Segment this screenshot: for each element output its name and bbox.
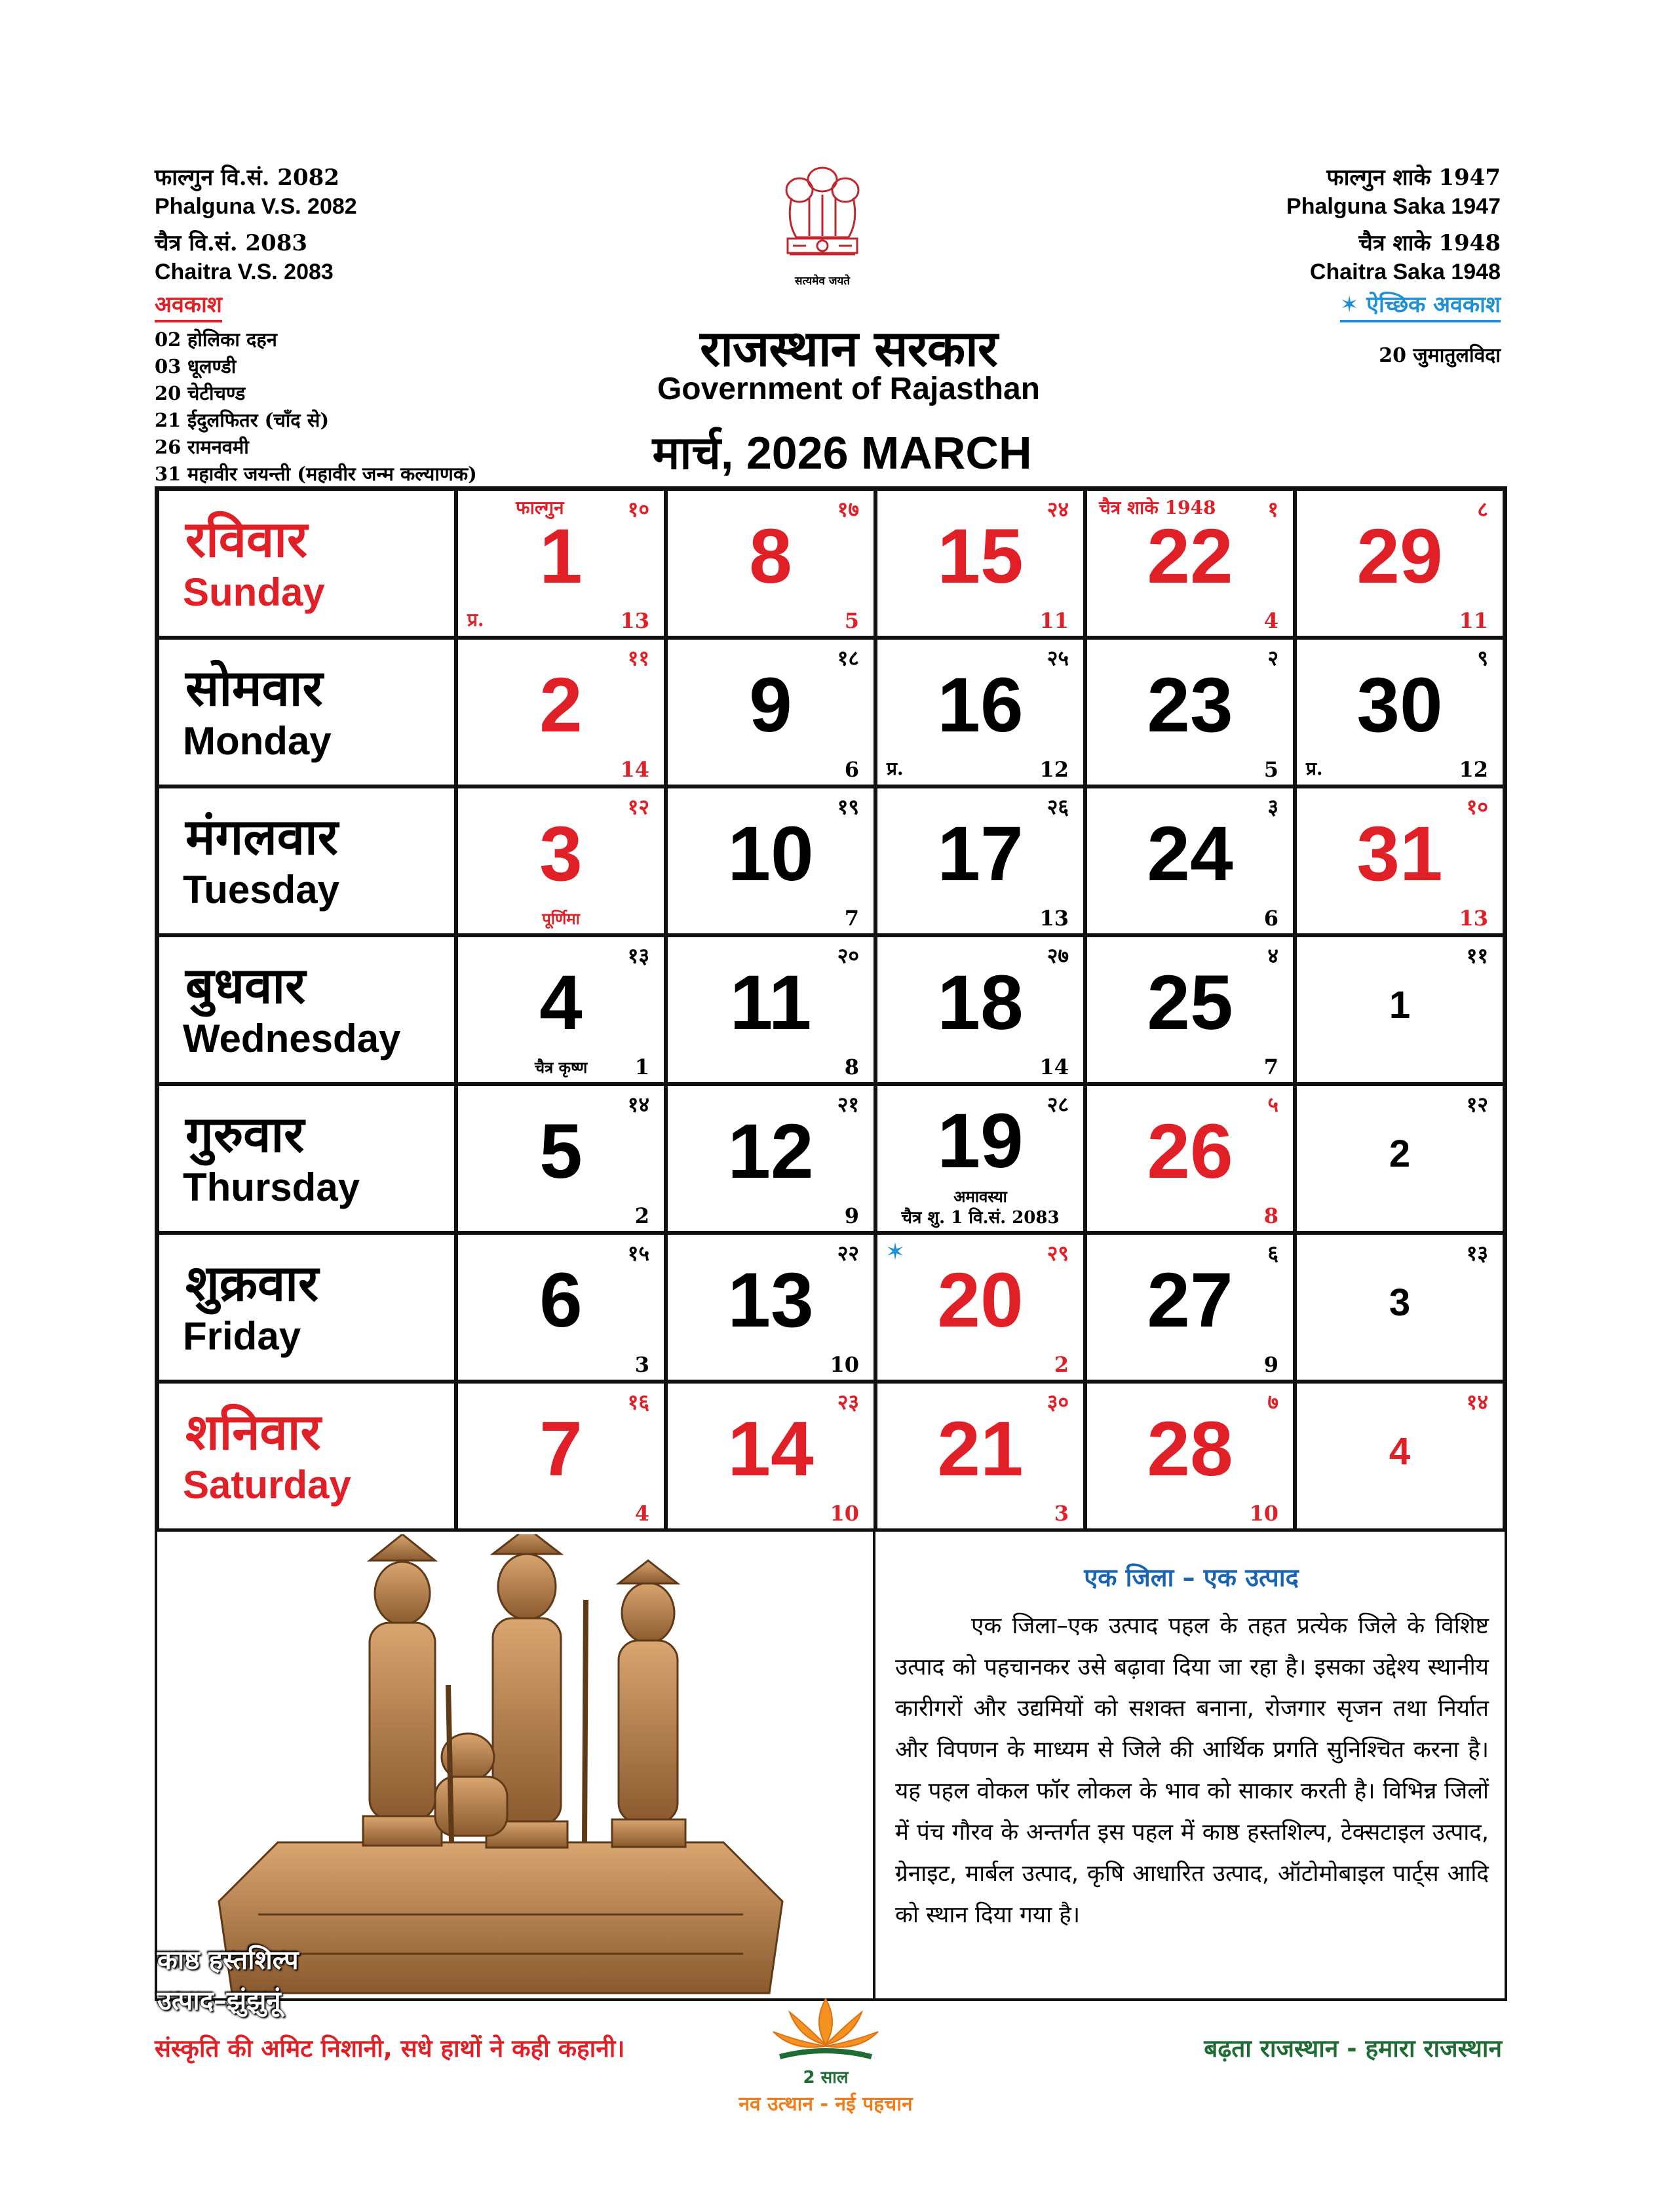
paksha-note: प्र. bbox=[887, 758, 904, 779]
date-number: 28 bbox=[1147, 1406, 1233, 1492]
lunar-day: 11 bbox=[1039, 608, 1069, 633]
date-number: 22 bbox=[1147, 513, 1233, 600]
date-number: 18 bbox=[937, 960, 1024, 1046]
next-month-date: 4 bbox=[1389, 1430, 1411, 1473]
holiday-name: महावीर जयन्ती (महावीर जन्म कल्याणक) bbox=[187, 463, 477, 485]
lunar-day: 11 bbox=[1459, 608, 1488, 633]
phalguna-vs-hindi: फाल्गुन वि.सं. 2082 bbox=[155, 165, 339, 191]
date-cell bbox=[456, 638, 666, 786]
day-name-english: Sunday bbox=[183, 570, 325, 614]
tithi-note: चैत्र कृष्ण bbox=[534, 1058, 588, 1077]
date-cell bbox=[875, 935, 1085, 1084]
date-cell bbox=[666, 1233, 875, 1382]
next-month-date: 1 bbox=[1389, 984, 1411, 1026]
star-icon: ✶ bbox=[1339, 292, 1367, 318]
day-name-hindi: मंगलवार bbox=[185, 807, 338, 866]
date-number: 14 bbox=[727, 1406, 814, 1492]
date-number: 26 bbox=[1147, 1108, 1233, 1195]
tithi-number: २० bbox=[837, 943, 859, 968]
title-hindi: राजस्थान सरकार bbox=[700, 319, 997, 378]
date-number: 27 bbox=[1147, 1257, 1233, 1344]
tithi-number: १० bbox=[1466, 794, 1488, 819]
tithi-number: २३ bbox=[837, 1389, 859, 1414]
chaitra-vs-english: Chaitra V.S. 2083 bbox=[155, 260, 334, 284]
tithi-number: २ bbox=[1267, 646, 1278, 670]
date-number: 1 bbox=[539, 513, 583, 600]
date-number: 7 bbox=[539, 1406, 583, 1492]
date-number: 5 bbox=[539, 1108, 583, 1195]
next-month-date: 2 bbox=[1389, 1133, 1411, 1175]
date-number: 9 bbox=[749, 662, 792, 748]
lunar-day: 10 bbox=[830, 1352, 859, 1377]
lunar-day: 5 bbox=[844, 608, 859, 633]
date-number: 4 bbox=[539, 960, 583, 1046]
day-name-english: Thursday bbox=[183, 1165, 360, 1209]
date-cell bbox=[1085, 1084, 1295, 1233]
day-name-cell bbox=[157, 638, 456, 786]
phalguna-vs-english: Phalguna V.S. 2082 bbox=[155, 194, 357, 219]
holiday-name: धूलण्डी bbox=[187, 355, 237, 378]
footer-tagline-left: संस्कृति की अमिट निशानी, सधे हाथों ने कही कहानी। bbox=[155, 2034, 625, 2063]
date-cell bbox=[1085, 786, 1295, 935]
tithi-number: १४ bbox=[1466, 1389, 1488, 1414]
lunar-day: 14 bbox=[620, 757, 649, 782]
date-number: 23 bbox=[1147, 662, 1233, 748]
day-name-hindi: सोमवार bbox=[185, 659, 323, 717]
next-month-date: 3 bbox=[1389, 1281, 1411, 1324]
date-cell bbox=[666, 489, 875, 638]
bottom-panel-divider bbox=[873, 1529, 875, 2001]
date-cell bbox=[1295, 1233, 1505, 1382]
date-number: 24 bbox=[1147, 811, 1233, 897]
lunar-day: 10 bbox=[830, 1501, 859, 1526]
date-cell bbox=[1295, 1084, 1505, 1233]
date-cell bbox=[1295, 786, 1505, 935]
tithi-number: २८ bbox=[1047, 1092, 1069, 1117]
logo-years: 2 साल bbox=[803, 2068, 849, 2087]
lunar-day: 10 bbox=[1249, 1501, 1278, 1526]
info-body: एक जिला–एक उत्पाद पहल के तहत प्रत्येक जिले के विशिष्ट उत्पाद को पहचानकर उसे बढ़ावा दिया जा रहा है। इसका उद्देश्य स्थानीय कारीगरों और उद्यमियों को सशक्त बनाना, रोजगार सृजन तथा निर्यात और विपणन के माध्यम से जिले की आर्थिक प्रगति सुनिश्चित करना है। यह पहल वोकल फॉर लोकल के भाव को साकार करती है। विभिन्न जिलों में पंच गौरव के अन्तर्गत इस पहल में काष्ठ हस्तशिल्प, टेक्सटाइल उत्पाद, ग्रेनाइट, मार्बल उत्पाद, कृषि आधारित उत्पाद, ऑटोमोबाइल पार्ट्स आदि को स्थान दिया गया है। bbox=[895, 1613, 1489, 1928]
date-cell bbox=[456, 935, 666, 1084]
tithi-number: २४ bbox=[1047, 497, 1069, 522]
date-cell bbox=[456, 786, 666, 935]
date-number: 13 bbox=[727, 1257, 814, 1344]
holidays-title: अवकाश bbox=[155, 288, 222, 322]
date-cell bbox=[1295, 638, 1505, 786]
lunar-day: 6 bbox=[844, 757, 859, 782]
tithi-number: ७ bbox=[1267, 1389, 1278, 1414]
date-cell bbox=[1295, 935, 1505, 1084]
lunar-day: 13 bbox=[620, 608, 649, 633]
date-cell bbox=[1085, 638, 1295, 786]
day-name-cell bbox=[157, 489, 456, 638]
day-name-english: Tuesday bbox=[183, 868, 339, 912]
day-name-cell bbox=[157, 935, 456, 1084]
date-cell bbox=[1085, 1382, 1295, 1530]
date-cell bbox=[456, 489, 666, 638]
date-number: 10 bbox=[727, 811, 814, 897]
tithi-number: ११ bbox=[1466, 943, 1488, 968]
tithi-number: १७ bbox=[837, 497, 859, 522]
date-number: 2 bbox=[539, 662, 583, 748]
tithi-number: १८ bbox=[837, 646, 859, 670]
tithi-number: २७ bbox=[1047, 943, 1069, 968]
lunar-day: 12 bbox=[1459, 757, 1488, 782]
date-cell bbox=[666, 1084, 875, 1233]
lunar-day: 3 bbox=[1054, 1501, 1069, 1526]
phalguna-saka-hindi: फाल्गुन शाके 1947 bbox=[1326, 165, 1501, 191]
holiday-date: 26 bbox=[155, 436, 182, 458]
tithi-number: १३ bbox=[1466, 1241, 1488, 1266]
craft-caption: काष्ठ हस्तशिल्प उत्पाद–झुंझुनूं bbox=[157, 1945, 299, 2016]
holiday-date: 20 bbox=[155, 382, 182, 404]
month-start-note: फाल्गुन bbox=[516, 497, 564, 518]
holiday-date: 02 bbox=[155, 328, 182, 351]
tithi-number: २५ bbox=[1047, 646, 1069, 670]
info-title: एक जिला – एक उत्पाद bbox=[1084, 1563, 1299, 1592]
holiday-name: ईदुलफितर (चाँद से) bbox=[187, 409, 330, 431]
date-cell bbox=[875, 786, 1085, 935]
date-cell bbox=[456, 1382, 666, 1530]
day-name-hindi: बुधवार bbox=[185, 956, 306, 1015]
tithi-number: २१ bbox=[837, 1092, 859, 1117]
lunar-day: 12 bbox=[1039, 757, 1069, 782]
date-cell bbox=[666, 786, 875, 935]
day-name-cell bbox=[157, 1382, 456, 1530]
holiday-date: 03 bbox=[155, 355, 182, 378]
day-name-cell bbox=[157, 1233, 456, 1382]
lunar-day: 2 bbox=[634, 1203, 649, 1228]
date-cell bbox=[875, 1233, 1085, 1382]
lunar-day: 5 bbox=[1263, 757, 1278, 782]
chaitra-vs-hindi: चैत्र वि.सं. 2083 bbox=[155, 230, 308, 256]
footer-tagline-right: बढ़ता राजस्थान - हमारा राजस्थान bbox=[1204, 2034, 1502, 2063]
lunar-day: 8 bbox=[1263, 1203, 1278, 1228]
wooden-craft-image bbox=[160, 1534, 872, 1998]
tithi-number: ११ bbox=[627, 646, 649, 670]
lunar-day: 8 bbox=[844, 1055, 859, 1079]
lunar-day: 7 bbox=[1263, 1055, 1278, 1079]
tithi-number: १५ bbox=[627, 1241, 649, 1266]
date-cell bbox=[875, 638, 1085, 786]
phalguna-saka-english: Phalguna Saka 1947 bbox=[1286, 194, 1501, 219]
emblem-motto: सत्यमेव जयते bbox=[795, 275, 850, 288]
tithi-number: १९ bbox=[837, 794, 859, 819]
lunar-day: 6 bbox=[1263, 906, 1278, 931]
holiday-date: 31 bbox=[155, 463, 182, 485]
tithi-number: १ bbox=[1267, 497, 1278, 522]
lunar-day: 2 bbox=[1054, 1352, 1069, 1377]
tithi-number: ९ bbox=[1477, 646, 1488, 670]
tithi-number: ५ bbox=[1267, 1092, 1278, 1117]
date-cell bbox=[456, 1233, 666, 1382]
title-english: Government of Rajasthan bbox=[657, 372, 1041, 406]
lunar-day: 13 bbox=[1039, 906, 1069, 931]
date-number: 11 bbox=[729, 960, 812, 1046]
holiday-date: 21 bbox=[155, 409, 182, 431]
day-name-hindi: शनिवार bbox=[185, 1403, 321, 1461]
date-number: 3 bbox=[539, 811, 583, 897]
tithi-note: अमावस्या bbox=[953, 1187, 1007, 1206]
date-cell bbox=[875, 489, 1085, 638]
date-number: 17 bbox=[937, 811, 1024, 897]
date-cell bbox=[666, 935, 875, 1084]
lunar-day: 9 bbox=[844, 1203, 859, 1228]
chaitra-saka-english: Chaitra Saka 1948 bbox=[1309, 260, 1501, 284]
day-name-cell bbox=[157, 1084, 456, 1233]
lion-capital-emblem-icon bbox=[773, 159, 872, 290]
date-cell bbox=[456, 1084, 666, 1233]
optional-holiday-title: ✶ ऐच्छिक अवकाश bbox=[1340, 288, 1501, 322]
date-cell bbox=[1085, 489, 1295, 638]
day-name-cell bbox=[157, 786, 456, 935]
date-number: 6 bbox=[539, 1257, 583, 1344]
date-cell bbox=[1085, 1233, 1295, 1382]
date-cell bbox=[1295, 489, 1505, 638]
date-number: 20 bbox=[937, 1257, 1024, 1344]
day-name-english: Friday bbox=[183, 1314, 301, 1358]
day-name-hindi: रविवार bbox=[185, 510, 308, 568]
holiday-name: होलिका दहन bbox=[187, 328, 277, 351]
day-name-hindi: शुक्रवार bbox=[185, 1254, 319, 1312]
date-number: 16 bbox=[937, 662, 1024, 748]
date-number: 21 bbox=[937, 1406, 1024, 1492]
day-name-english: Wednesday bbox=[183, 1017, 401, 1060]
optional-holiday-item: 20 जुमातुलविदा bbox=[1379, 344, 1501, 367]
tithi-number: १० bbox=[627, 497, 649, 522]
lunar-day: 4 bbox=[1263, 608, 1278, 633]
date-number: 25 bbox=[1147, 960, 1233, 1046]
tithi-number: २२ bbox=[837, 1241, 859, 1266]
date-number: 12 bbox=[727, 1108, 814, 1195]
holiday-name: रामनवमी bbox=[187, 436, 249, 458]
day-name-english: Monday bbox=[183, 719, 332, 763]
tithi-number: १२ bbox=[627, 794, 649, 819]
logo-slogan: नव उत्थान - नई पहचान bbox=[739, 2093, 913, 2116]
date-number: 19 bbox=[937, 1098, 1024, 1184]
tithi-number: १६ bbox=[627, 1389, 649, 1414]
date-cell bbox=[666, 1382, 875, 1530]
date-cell bbox=[666, 638, 875, 786]
lunar-day: 4 bbox=[634, 1501, 649, 1526]
tithi-number: १३ bbox=[627, 943, 649, 968]
tithi-number: ८ bbox=[1477, 497, 1488, 522]
month-title: मार्च, 2026 MARCH bbox=[652, 427, 1032, 478]
tithi-note: पूर्णिमा bbox=[542, 909, 580, 928]
date-cell bbox=[875, 1084, 1085, 1233]
tithi-number: ४ bbox=[1267, 943, 1278, 968]
tithi-number: २९ bbox=[1047, 1241, 1069, 1266]
date-cell bbox=[1085, 935, 1295, 1084]
tithi-number: ६ bbox=[1267, 1241, 1278, 1266]
holiday-name: चेटीचण्ड bbox=[187, 382, 246, 404]
day-name-hindi: गुरुवार bbox=[185, 1105, 305, 1163]
lunar-day: 14 bbox=[1039, 1055, 1069, 1079]
tithi-number: १२ bbox=[1466, 1092, 1488, 1117]
date-number: 8 bbox=[749, 513, 792, 600]
lunar-day: 7 bbox=[844, 906, 859, 931]
date-cell bbox=[1295, 1382, 1505, 1530]
paksha-note: प्र. bbox=[467, 609, 484, 631]
tithi-number: १४ bbox=[627, 1092, 649, 1117]
lunar-day: 1 bbox=[634, 1055, 649, 1079]
tithi-number: ३० bbox=[1047, 1389, 1069, 1414]
date-cell bbox=[875, 1382, 1085, 1530]
date-number: 31 bbox=[1356, 811, 1443, 897]
calendar-grid bbox=[155, 486, 1507, 1532]
chaitra-saka-hindi: चैत्र शाके 1948 bbox=[1358, 230, 1501, 256]
lunar-day: 3 bbox=[634, 1352, 649, 1377]
day-name-english: Saturday bbox=[183, 1463, 351, 1507]
date-number: 15 bbox=[937, 513, 1024, 600]
paksha-note: प्र. bbox=[1306, 758, 1323, 779]
new-year-note: चैत्र शु. 1 वि.सं. 2083 bbox=[901, 1208, 1060, 1228]
tithi-number: ३ bbox=[1267, 794, 1278, 819]
tithi-number: २६ bbox=[1047, 794, 1069, 819]
date-number: 29 bbox=[1356, 513, 1443, 600]
optional-holiday-star-icon: ✶ bbox=[885, 1239, 906, 1266]
lotus-logo-icon bbox=[760, 1992, 891, 2065]
month-start-note: चैत्र शाके 1948 bbox=[1099, 497, 1216, 518]
lunar-day: 13 bbox=[1459, 906, 1488, 931]
lunar-day: 9 bbox=[1263, 1352, 1278, 1377]
date-number: 30 bbox=[1356, 662, 1443, 748]
